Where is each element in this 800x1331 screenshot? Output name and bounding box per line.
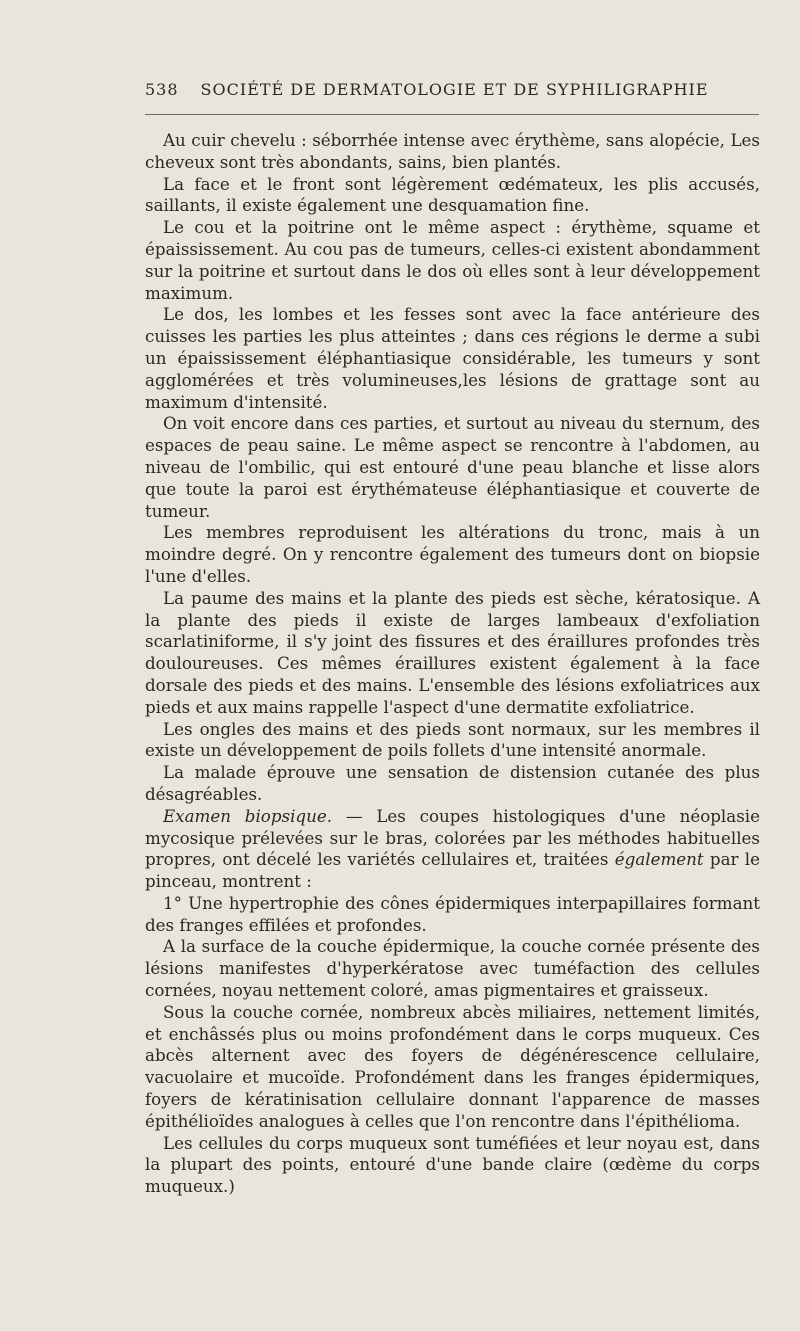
paragraph: Le dos, les lombes et les fesses sont avec la face antérieure des cuisses les parties les plus atteintes ; dans ces régions le derme a subi un épaississement éléphantiasique considérable, les tumeurs y sont agglomérées et très volumineuses,les lésions de grattage sont au maximum d'intensité. <box>145 304 760 412</box>
paragraph: Le cou et la poitrine ont le même aspect : érythème, squame et épaississement. Au cou pas de tumeurs, celles-ci existent abondamment sur la poitrine et surtout dans le dos où elles sont à leur développement maximum. <box>145 217 760 303</box>
biopsy-paragraph <box>145 806 760 893</box>
paragraph: A la surface de la couche épidermique, la couche cornée présente des lésions manifestes d'hyperkératose avec tuméfaction des cellules cornées, noyau nettement coloré, amas pigmentaires et graisseux. <box>145 936 760 1001</box>
paragraph: La face et le front sont légèrement œdémateux, les plis accusés, saillants, il existe également une desquamation fine. <box>145 173 760 216</box>
paragraph: La paume des mains et la plante des pieds est sèche, kératosique. A la plante des pieds il existe de larges lambeaux d'exfoliation scarlatiniforme, il s'y joint des fissures et des éraillures profondes très douloureuses. Ces mêmes éraillures existent également à la face dorsale des pieds et des mains. L'ensemble des lésions exfoliatrices aux pieds et aux mains rappelle l'aspect d'une dermatite exfoliatrice. <box>145 587 760 717</box>
paragraph: Les cellules du corps muqueux sont tuméfiées et leur noyau est, dans la plupart des points, entouré d'une bande claire (œdème du corps muqueux.) <box>145 1132 760 1197</box>
paragraph: On voit encore dans ces parties, et surtout au niveau du sternum, des espaces de peau saine. Le même aspect se rencontre à l'abdomen, au niveau de l'ombilic, qui est entouré d'une peau blanche et lisse alors que toute la paroi est érythémateuse éléphantiasique et couverte de tumeur. <box>145 413 760 521</box>
body-text <box>145 130 760 1198</box>
biopsy-heading: Examen biopsique. <box>163 805 333 826</box>
paragraph: Les ongles des mains et des pieds sont normaux, sur les membres il existe un développement de poils follets d'une intensité anormale. <box>145 718 760 761</box>
biopsy-text-b: par le pinceau, montrent : <box>145 849 760 892</box>
header-rule <box>145 114 759 115</box>
biopsy-text-a: — Les coupes histologiques d'une néoplasie mycosique prélevées sur le bras, colorées par les méthodes habituelles propres, ont décelé les variétés cellulaires et, traitées <box>145 805 760 870</box>
page-number: 538 <box>145 80 179 99</box>
paragraph: 1° Une hypertrophie des cônes épidermiques interpapillaires formant des franges effilées et profondes. <box>145 892 760 935</box>
running-title: SOCIÉTÉ DE DERMATOLOGIE ET DE SYPHILIGRAPHIE <box>200 80 709 99</box>
paragraph: La malade éprouve une sensation de distension cutanée des plus désagréables. <box>145 762 760 804</box>
paragraph: Au cuir chevelu : séborrhée intense avec érythème, sans alopécie, Les cheveux sont très abondants, sains, bien plantés. <box>145 130 760 172</box>
biopsy-emphasis: également <box>614 849 704 870</box>
page-header <box>145 80 760 104</box>
paragraph: Sous la couche cornée, nombreux abcès miliaires, nettement limités, et enchâssés plus ou moins profondément dans le corps muqueux. Ces abcès alternent avec des foyers de dégénérescence cellulaire, vacuolaire et mucoïde. Profondément dans les franges épidermiques, foyers de kératinisation cellulaire donnant l'apparence de masses épithélioïdes analogues à celles que l'on rencontre dans l'épithélioma. <box>145 1001 760 1131</box>
paragraph: Les membres reproduisent les altérations du tronc, mais à un moindre degré. On y rencontre également des tumeurs dont on biopsie l'une d'elles. <box>145 522 760 586</box>
